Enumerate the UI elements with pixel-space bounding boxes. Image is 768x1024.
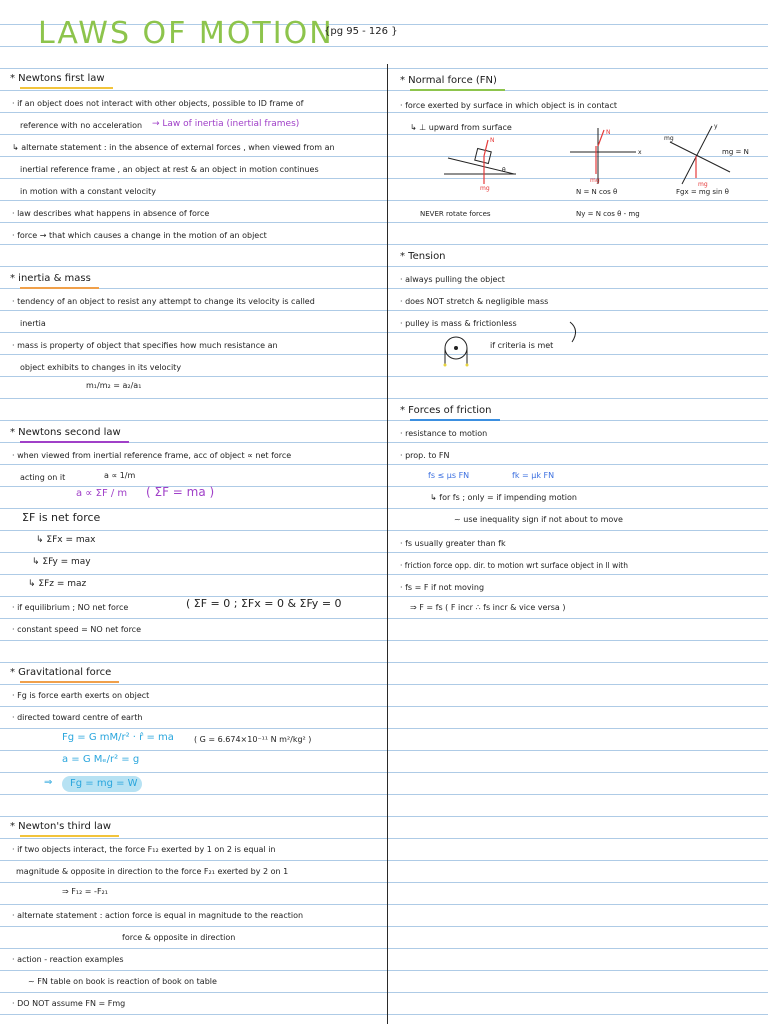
text-line: N = N cos θ [576,188,618,196]
diagram-label: mg [698,181,708,188]
text-line: · does NOT stretch & negligible mass [400,297,549,306]
heading-underline [410,89,505,91]
heading-third-law: * Newton's third law [10,820,111,834]
heading-gravity: * Gravitational force [10,666,111,680]
formula-weight: Fg = mg = W [70,778,138,789]
text-line: · law describes what happens in absence of force [12,209,210,218]
heading-first-law: * Newtons first law [10,72,105,86]
bracket-icon [568,320,582,344]
heading-underline [20,835,119,837]
text-line: ⇒ F₁₂ = -F₂₁ [62,887,108,896]
page-reference: {pg 95 - 126 } [324,26,398,37]
incline-diagram [440,132,520,192]
text-line: · constant speed = NO net force [12,625,142,634]
heading-underline [20,681,119,683]
heading-normal-force: * Normal force (FN) [400,74,497,88]
text-line: ( ΣF = 0 ; ΣFx = 0 & ΣFy = 0 [186,597,342,610]
text-line: ↳ ⊥ upward from surface [410,123,512,132]
text-line: · prop. to FN [400,451,450,460]
text-line: if criteria is met [490,341,554,350]
text-line: a ∝ 1/m [104,471,136,480]
text-line: · friction force opp. dir. to motion wrt surface object in ll with [400,561,628,570]
pulley-axle [454,346,458,350]
text-line: · mass is property of object that specifies how much resistance an [12,341,278,350]
column-divider [387,64,388,1024]
y-axis [682,126,712,184]
text-line: force & opposite in direction [122,933,236,942]
text-line: · alternate statement : action force is equal in magnitude to the reaction [12,911,304,920]
normal-arrow [484,140,488,156]
text-line: · directed toward centre of earth [12,713,143,722]
heading-second-law: * Newtons second law [10,426,121,440]
text-line: · if an object does not interact with other objects, possible to ID frame of [12,99,304,108]
text-line: → Law of inertia (inertial frames) [152,119,300,129]
normal-arrow [598,130,604,146]
text-line: · fs = F if not moving [400,583,485,592]
diagram-label: N [490,137,495,144]
text-line: · when viewed from inertial reference frame, acc of object ∝ net force [12,451,292,460]
text-line: · if equilibrium ; NO net force [12,603,129,612]
text-line: · tendency of an object to resist any attempt to change its velocity is called [12,297,315,306]
formula-kinetic: fk = μk FN [512,471,555,480]
gravitational-constant: ( G = 6.674×10⁻¹¹ N m²/kg² ) [194,735,312,744]
formula-net-force: ( ΣF = ma ) [146,485,215,499]
text-line: · DO NOT assume FN = Fmg [12,999,126,1008]
text-line: ΣF is net force [22,511,101,524]
diagram-label: θ [502,167,506,174]
text-line: ↳ for fs ; only = if impending motion [430,493,577,502]
diagram-label: mg [590,177,600,184]
text-line: mg = N [722,148,749,156]
text-line: inertia [20,319,46,328]
page-title: LAWS OF MOTION [38,16,334,51]
block [475,148,491,163]
formula-static: fs ≤ μs FN [428,471,470,480]
text-line: · always pulling the object [400,275,505,284]
text-line: in motion with a constant velocity [20,187,156,196]
heading-underline [20,87,113,89]
mass-left [444,364,447,367]
text-line: ↳ ΣFz = maz [28,579,87,589]
diagram-label: x [638,149,642,156]
heading-underline [20,441,129,443]
heading-underline [410,419,500,421]
text-line: ~ FN table on book is reaction of book on table [28,977,217,986]
text-line: · force → that which causes a change in the motion of an object [12,231,267,240]
implies-arrow: ⇒ [44,777,53,788]
mass-ratio: m₁/m₂ = a₂/a₁ [86,381,142,390]
text-line: ↳ ΣFy = may [32,557,91,567]
text-line: Fgx = mg sin θ [676,188,729,196]
text-line: · pulley is mass & frictionless [400,319,517,328]
diagram-label: mg [664,135,674,142]
text-line: · resistance to motion [400,429,488,438]
pulley-diagram [438,334,478,368]
text-line: · Fg is force earth exerts on object [12,691,150,700]
diagram-label: y [714,123,718,130]
heading-friction: * Forces of friction [400,404,492,418]
formula-gravity: Fg = G mM/r² · r̂ = ma [62,732,174,743]
mass-right [466,364,469,367]
text-line: ↳ alternate statement : in the absence of external forces , when viewed from an [12,143,335,152]
text-line: · action - reaction examples [12,955,124,964]
text-line: · force exerted by surface in which object is in contact [400,101,617,110]
diagram-label: mg [480,185,490,192]
diagram-label: N [606,129,611,136]
heading-tension: * Tension [400,251,446,262]
text-line: ↳ ΣFx = max [36,535,96,545]
text-line: ⇒ F = fs ( F incr ∴ fs incr & vice versa ) [410,603,566,612]
text-line: object exhibits to changes in its velocity [20,363,182,372]
axes-diagram [566,126,646,186]
text-line: magnitude & opposite in direction to the force F₂₁ exerted by 2 on 1 [16,867,289,876]
x-axis [670,142,730,172]
text-line: reference with no acceleration [20,121,143,130]
formula-g: a = G Mₑ/r² = g [62,754,140,765]
text-line: inertial reference frame , an object at rest & an object in motion continues [20,165,319,174]
heading-inertia: * inertia & mass [10,272,91,286]
text-line: NEVER rotate forces [420,210,491,218]
text-line: acting on it [20,473,66,482]
text-line: ~ use inequality sign if not about to move [454,515,623,524]
text-line: · if two objects interact, the force F₁₂ exerted by 1 on 2 is equal in [12,845,276,854]
text-line: · fs usually greater than fk [400,539,506,548]
text-line: Ny = N cos θ - mg [576,210,640,218]
heading-underline [20,287,99,289]
formula: a ∝ ΣF / m [76,488,128,499]
